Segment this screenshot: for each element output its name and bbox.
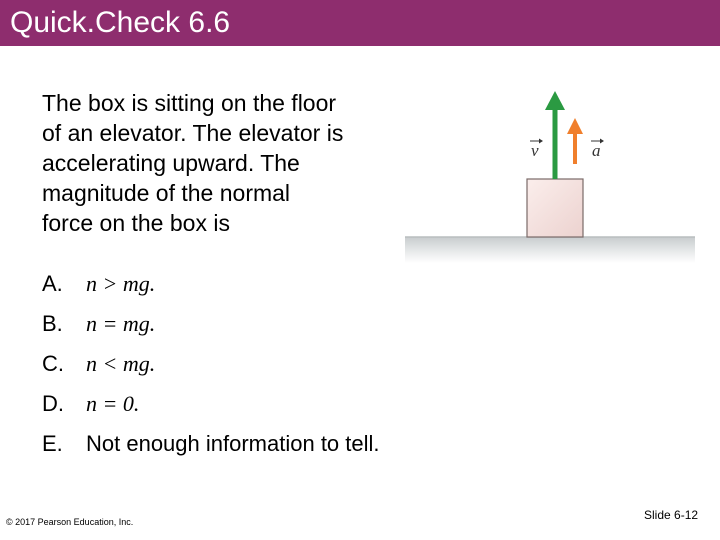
answer-letter: C. <box>42 351 64 376</box>
acceleration-arrow-head <box>567 118 583 134</box>
answer-text: n < mg. <box>86 351 156 376</box>
acceleration-label <box>591 139 604 161</box>
answer-letter: A. <box>42 271 63 296</box>
elevator-figure <box>400 80 710 270</box>
velocity-arrow-head <box>545 91 565 110</box>
question-text <box>42 88 402 238</box>
answer-text: n = 0. <box>86 391 140 416</box>
elevator-floor <box>405 237 695 263</box>
elevator-diagram <box>400 80 710 270</box>
question-line: magnitude of the normal <box>42 180 291 206</box>
answer-letter: D. <box>42 391 64 416</box>
answer-letter: B. <box>42 311 63 336</box>
copyright-notice: © 2017 Pearson Education, Inc. <box>6 517 134 527</box>
box <box>527 179 583 237</box>
slide-number: Slide 6-12 <box>644 508 699 522</box>
question-line: force on the box is <box>42 210 230 236</box>
answer-text: n > mg. <box>86 271 156 296</box>
velocity-label <box>530 139 543 161</box>
answer-letter: E. <box>42 431 63 456</box>
answer-text: Not enough information to tell. <box>86 431 380 456</box>
velocity-label-text: v <box>531 141 539 160</box>
answer-text: n = mg. <box>86 311 156 336</box>
acceleration-label-text: a <box>592 141 601 160</box>
question-line: of an elevator. The elevator is <box>42 120 344 146</box>
question-line: The box is sitting on the floor <box>42 90 337 116</box>
slide-title: Quick.Check 6.6 <box>10 6 231 39</box>
title-bar <box>0 0 720 46</box>
question-line: accelerating upward. The <box>42 150 300 176</box>
